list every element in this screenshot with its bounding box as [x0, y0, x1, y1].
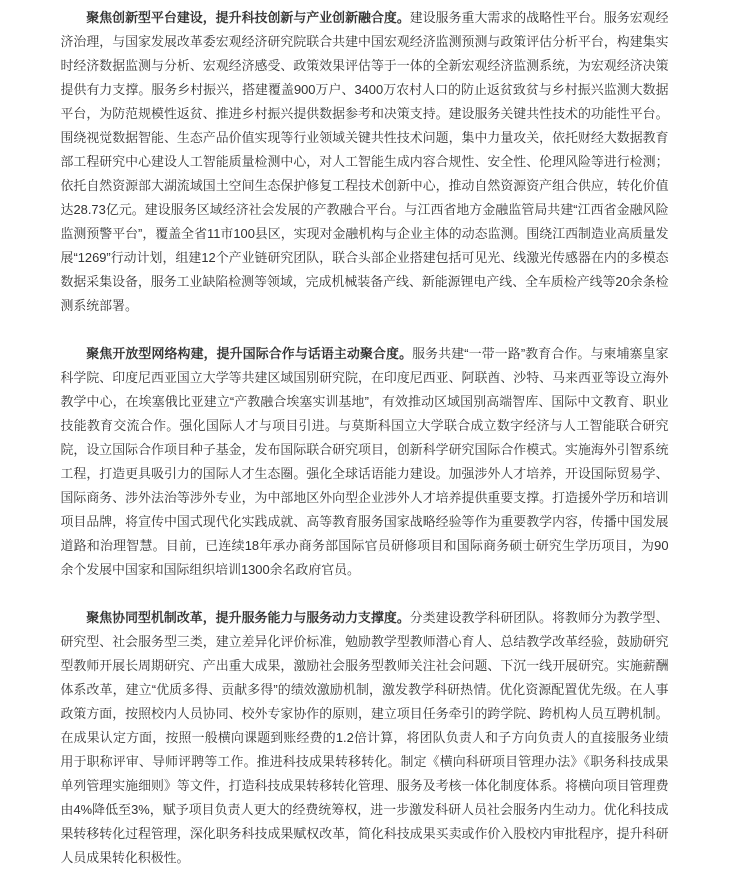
paragraph-lead: 聚焦协同型机制改革，提升服务能力与服务动力支撑度。	[86, 610, 410, 625]
paragraph-body: 服务共建“一带一路”教育合作。与柬埔寨皇家科学院、印度尼西亚国立大学等共建区域国别研究院，在印度尼西亚、阿联酋、沙特、马来西亚等设立海外教学中心，在埃塞俄比亚建立“产教融合埃塞实训基地”，有效推动区域国别高端智库、国际中文教育、职业技能教育交流合作。强化国际人才与项目引进。与莫斯科国立大学联合成立数字经济与人工智能联合研究院，设立国际合作项目种子基金，发布国际联合研究项目，创新科学研究国际合作模式。实施海外引智系统工程，打造更具吸引力的国际人才生态圈。强化全球话语能力建设。加强涉外人才培养，开设国际贸易学、国际商务、涉外法治等涉外专业，为中部地区外向型企业涉外人才培养提供重要支撑。打造援外学历和培训项目品牌，将宣传中国式现代化实践成就、高等教育服务国家战略经验等作为重要教学内容，传播中国发展道路和治理智慧。目前，已连续18年承办商务部国际官员研修项目和国际商务硕士研究生学历项目，为90余个发展中国家和国际组织培训1300余名政府官员。	[60, 346, 669, 577]
paragraph-body: 建设服务重大需求的战略性平台。服务宏观经济治理，与国家发展改革委宏观经济研究院联合共建中国宏观经济监测预测与政策评估分析平台，构建集实时经济数据监测与分析、宏观经济感受、政策效果评估等于一体的全新宏观经济监测系统，为宏观经济决策提供有力支撑。服务乡村振兴，搭建覆盖900万户、3400万农村人口的防止返贫致贫与乡村振兴监测大数据平台，为防范规模性返贫、推进乡村振兴提供数据参考和决策支持。建设服务关键共性技术的功能性平台。围绕视觉数据智能、生态产品价值实现等行业领域关键共性技术问题，集中力量攻关，依托财经大数据教育部工程研究中心建设人工智能质量检测中心，对人工智能生成内容合规性、安全性、伦理风险等进行检测；依托自然资源部大湖流域国土空间生态保护修复工程技术创新中心，推动自然资源资产组合供应，转化价值达28.73亿元。建设服务区域经济社会发展的产教融合平台。与江西省地方金融监管局共建“江西省金融风险监测预警平台”，覆盖全省11市100县区，实现对金融机构与企业主体的动态监测。围绕江西制造业高质量发展“1269”行动计划，组建12个产业链研究团队，联合头部企业搭建包括可见光、线激光传感器在内的多模态数据采集设备，服务工业缺陷检测等领域，完成机械装备产线、新能源锂电产线、全车质检产线等20余条检测系统部署。	[60, 10, 669, 313]
paragraph-open-network	[61, 342, 669, 582]
document-page	[61, 0, 669, 870]
paragraph-mechanism-reform	[61, 606, 669, 870]
paragraph-innovation-platform	[61, 6, 669, 318]
paragraph-lead: 聚焦创新型平台建设，提升科技创新与产业创新融合度。	[86, 10, 410, 25]
paragraph-body: 分类建设教学科研团队。将教师分为教学型、研究型、社会服务型三类，建立差异化评价标准，勉励教学型教师潜心育人、总结教学改革经验，鼓励研究型教师开展长周期研究、产出重大成果，激励社会服务型教师关注社会问题、下沉一线开展研究。实施薪酬体系改革，建立“优质多得、贡献多得”的绩效激励机制，激发教学科研热情。优化资源配置优先级。在人事政策方面，按照校内人员协同、校外专家协作的原则，建立项目任务牵引的跨学院、跨机构人员互聘机制。在成果认定方面，按照一般横向课题到账经费的1.2倍计算，将团队负责人和子方向负责人的直接服务业绩用于职称评审、导师评聘等工作。推进科技成果转移转化。制定《横向科研项目管理办法》《职务科技成果单列管理实施细则》等文件，打造科技成果转移转化管理、服务及考核一体化制度体系。将横向项目管理费由4%降低至3%，赋予项目负责人更大的经费统筹权，进一步激发科研人员社会服务内生动力。优化科技成果转移转化过程管理，深化职务科技成果赋权改革，简化科技成果买卖或作价入股校内审批程序，提升科研人员成果转化积极性。	[60, 610, 669, 865]
paragraph-lead: 聚焦开放型网络构建，提升国际合作与话语主动聚合度。	[86, 346, 413, 361]
